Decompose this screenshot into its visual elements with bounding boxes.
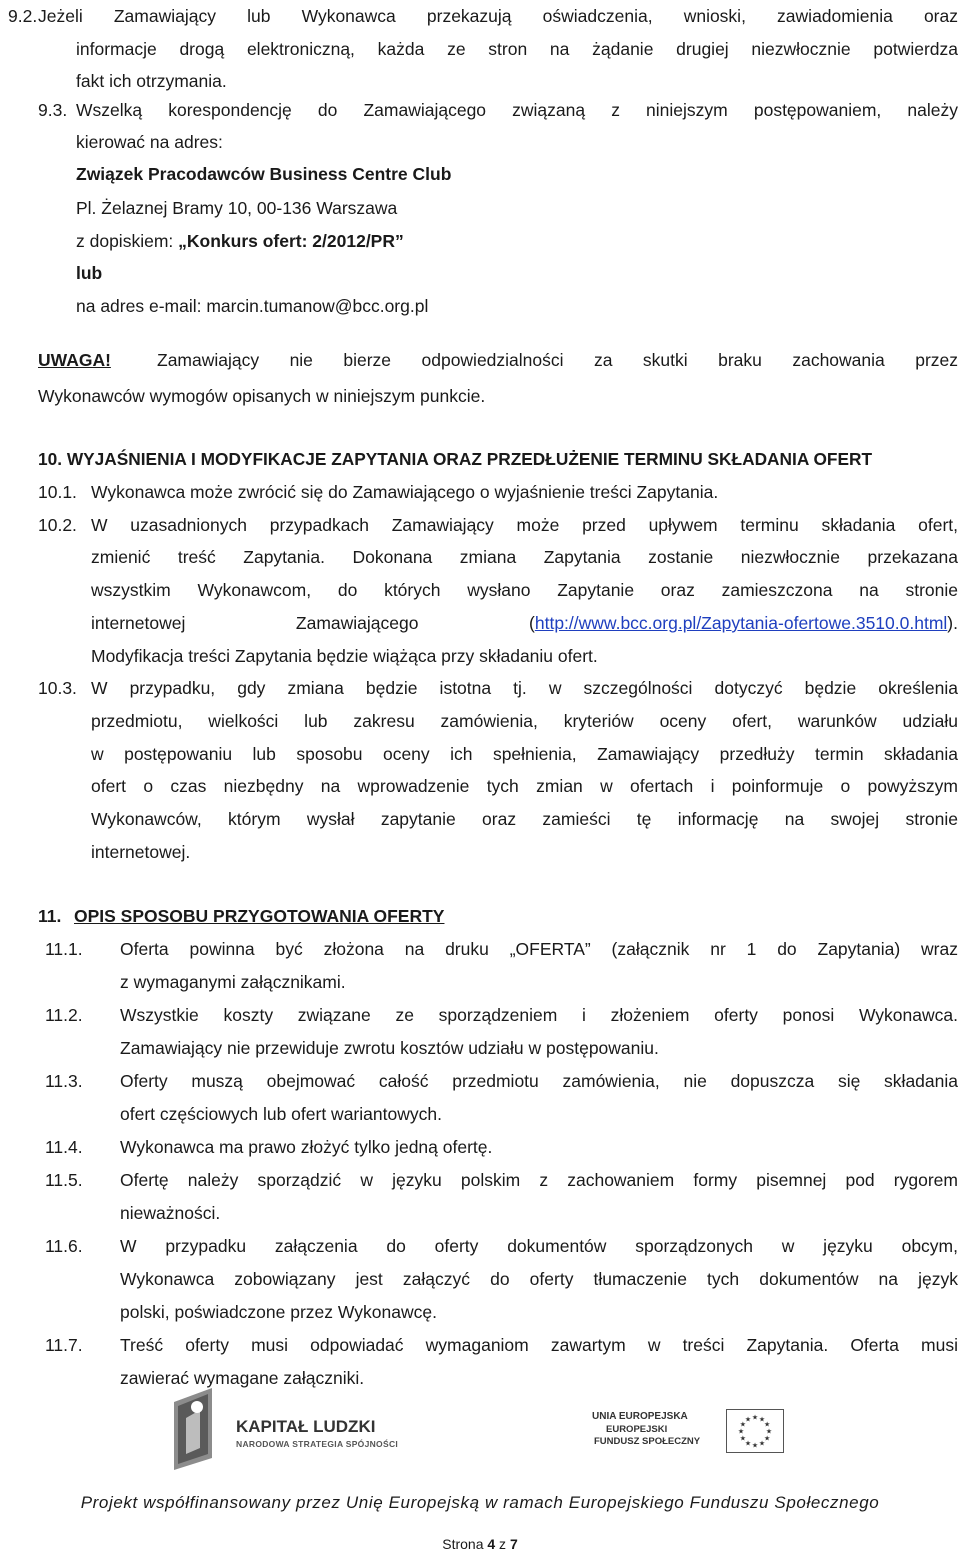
eu-efs-logo	[592, 1408, 788, 1454]
eu-star-icon: ★	[751, 1414, 759, 1422]
eu-star-icon: ★	[751, 1442, 759, 1450]
list-item-line: ofert częściowych lub ofert wariantowych.	[120, 1104, 442, 1124]
paragraph-line: wszystkim Wykonawcom, do których wysłano Zapytanie oraz zamieszczona na stronie	[91, 580, 958, 600]
section-heading: OPIS SPOSOBU PRZYGOTOWANIA OFERTY	[74, 906, 445, 926]
item-number: 11.3.	[45, 1071, 83, 1091]
eu-star-icon: ★	[744, 1440, 752, 1448]
list-item-line: W przypadku załączenia do oferty dokumentów sporządzonych w języku obcym,	[120, 1236, 958, 1256]
paragraph-line: Jeżeli Zamawiający lub Wykonawca przekazują oświadczenia, wnioski, zawiadomienia oraz	[38, 6, 958, 26]
paragraph-line: Wykonawca może zwrócić się do Zamawiającego o wyjaśnienie treści Zapytania.	[91, 482, 719, 502]
item-number: 10.2.	[38, 515, 77, 535]
item-number: 11.6.	[45, 1236, 83, 1256]
address-or: lub	[76, 263, 103, 283]
list-item-line: Oferty muszą obejmować całość przedmiotu zamówienia, nie dopuszcza się składania	[120, 1071, 958, 1091]
page-total: 7	[509, 1536, 518, 1550]
list-item-line: Ofertę należy sporządzić w języku polskim z zachowaniem formy pisemnej pod rygorem	[120, 1170, 958, 1190]
paragraph-line: Wykonawców, którym wysłał zapytanie oraz zamieści tę informację na swojej stronie	[91, 809, 958, 829]
page-prefix: Strona	[442, 1536, 488, 1550]
kapital-ludzki-emblem-icon	[166, 1388, 236, 1470]
warning-text: Zamawiający nie bierze odpowiedzialności za skutki braku zachowania przez	[157, 350, 958, 370]
eu-star-icon: ★	[739, 1435, 747, 1443]
eu-star-icon: ★	[763, 1435, 771, 1443]
list-item-line: Treść oferty musi odpowiadać wymaganiom zawartym w treści Zapytania. Oferta musi	[120, 1335, 958, 1355]
paragraph-line: W uzasadnionych przypadkach Zamawiający może przed upływem terminu składania ofert,	[91, 515, 958, 535]
page-current: 4	[487, 1536, 496, 1550]
link-suffix: ).	[947, 613, 958, 633]
item-number: 11.1.	[45, 939, 83, 959]
paragraph-line: kierować na adres:	[76, 132, 223, 152]
address-organization: Związek Pracodawców Business Centre Club	[76, 164, 452, 184]
list-item-line: polski, poświadczone przez Wykonawcę.	[120, 1302, 437, 1322]
footer-cofinancing-note: Projekt współfinansowany przez Unię Europejską w ramach Europejskiego Funduszu Społecznego	[80, 1493, 880, 1512]
eu-star-icon: ★	[737, 1428, 745, 1436]
paragraph-line-with-link	[91, 611, 958, 635]
list-item-line: Oferta powinna być złożona na druku „OFERTA” (załącznik nr 1 do Zapytania) wraz	[120, 939, 958, 959]
paragraph-line: przedmiotu, wielkości lub zakresu zamówienia, kryteriów oceny ofert, warunków udziału	[91, 711, 958, 731]
eu-star-icon: ★	[758, 1440, 766, 1448]
eu-star-icon: ★	[744, 1416, 752, 1424]
kapital-ludzki-subtitle: NARODOWA STRATEGIA SPÓJNOŚCI	[236, 1439, 399, 1449]
item-number: 11.2.	[45, 1005, 83, 1025]
list-item-line: Wszystkie koszty związane ze sporządzeniem i złożeniem oferty ponosi Wykonawca.	[120, 1005, 958, 1025]
kapital-ludzki-logo	[166, 1388, 406, 1470]
page-number	[0, 1532, 960, 1550]
eu-star-icon: ★	[763, 1421, 771, 1429]
page-separator: z	[495, 1536, 510, 1550]
item-number: 11.7.	[45, 1335, 83, 1355]
eu-line-1: UNIA EUROPEJSKA	[592, 1411, 688, 1422]
list-item-line: z wymaganymi załącznikami.	[120, 972, 346, 992]
paragraph-line: informacje drogą elektroniczną, każda ze stron na żądanie drugiej niezwłocznie potwierdza	[76, 39, 958, 59]
paragraph-line: Modyfikacja treści Zapytania będzie wiążąca przy składaniu ofert.	[91, 646, 598, 666]
item-number: 10.1.	[38, 482, 77, 502]
address-note-prefix: z dopiskiem:	[76, 231, 179, 251]
list-item-line: nieważności.	[120, 1203, 221, 1223]
paragraph-line: fakt ich otrzymania.	[76, 71, 227, 91]
address-note-reference: „Konkurs ofert: 2/2012/PR”	[178, 231, 404, 251]
paragraph-line: W przypadku, gdy zmiana będzie istotna tj. w szczególności dotyczyć będzie określenia	[91, 678, 958, 698]
eu-star-icon: ★	[765, 1428, 773, 1436]
paragraph-line: Wszelką korespondencję do Zamawiającego związaną z niniejszym postępowaniem, należy	[76, 100, 958, 120]
warning-text: Wykonawców wymogów opisanych w niniejszym punkcie.	[38, 386, 486, 406]
item-number: 9.2.	[8, 6, 38, 26]
section-heading: 10. WYJAŚNIENIA I MODYFIKACJE ZAPYTANIA ORAZ PRZEDŁUŻENIE TERMINU SKŁADANIA OFERT	[38, 449, 873, 469]
address-street: Pl. Żelaznej Bramy 10, 00-136 Warszawa	[76, 198, 398, 218]
eu-line-2: EUROPEJSKI	[606, 1424, 668, 1435]
address-note	[76, 229, 404, 253]
link-prefix: internetowej Zamawiającego (	[91, 613, 535, 633]
list-item-line: Zamawiający nie przewiduje zwrotu kosztów udziału w postępowaniu.	[120, 1038, 659, 1058]
eu-flag-icon	[726, 1409, 784, 1453]
eu-star-icon: ★	[739, 1421, 747, 1429]
kapital-ludzki-title: KAPITAŁ LUDZKI	[236, 1417, 376, 1436]
paragraph-line: ofert o czas niezbędny na wprowadzenie tych zmian w ofertach i poinformuje o powyższym	[91, 776, 958, 796]
address-email: na adres e-mail: marcin.tumanow@bcc.org.pl	[76, 296, 429, 316]
zapytania-link[interactable]: http://www.bcc.org.pl/Zapytania-ofertowe.3510.0.html	[534, 613, 948, 633]
paragraph-line: internetowej.	[91, 842, 191, 862]
paragraph-line: zmienić treść Zapytania. Dokonana zmiana Zapytania zostanie niezwłocznie przekazana	[91, 547, 958, 567]
eu-line-3: FUNDUSZ SPOŁECZNY	[594, 1436, 701, 1447]
eu-star-icon: ★	[758, 1416, 766, 1424]
paragraph-line: w postępowaniu lub sposobu oceny ich spełnienia, Zamawiający przedłuży termin składania	[91, 744, 958, 764]
list-item-line: Wykonawca ma prawo złożyć tylko jedną ofertę.	[120, 1137, 493, 1157]
list-item-line: Wykonawca zobowiązany jest załączyć do oferty tłumaczenie tych dokumentów na język	[120, 1269, 958, 1289]
list-item-line: zawierać wymagane załączniki.	[120, 1368, 365, 1388]
item-number: 11.5.	[45, 1170, 83, 1190]
item-number: 9.3.	[38, 100, 68, 120]
warning-label: UWAGA!	[38, 350, 111, 370]
section-number: 11.	[38, 906, 62, 926]
item-number: 11.4.	[45, 1137, 83, 1157]
item-number: 10.3.	[38, 678, 77, 698]
